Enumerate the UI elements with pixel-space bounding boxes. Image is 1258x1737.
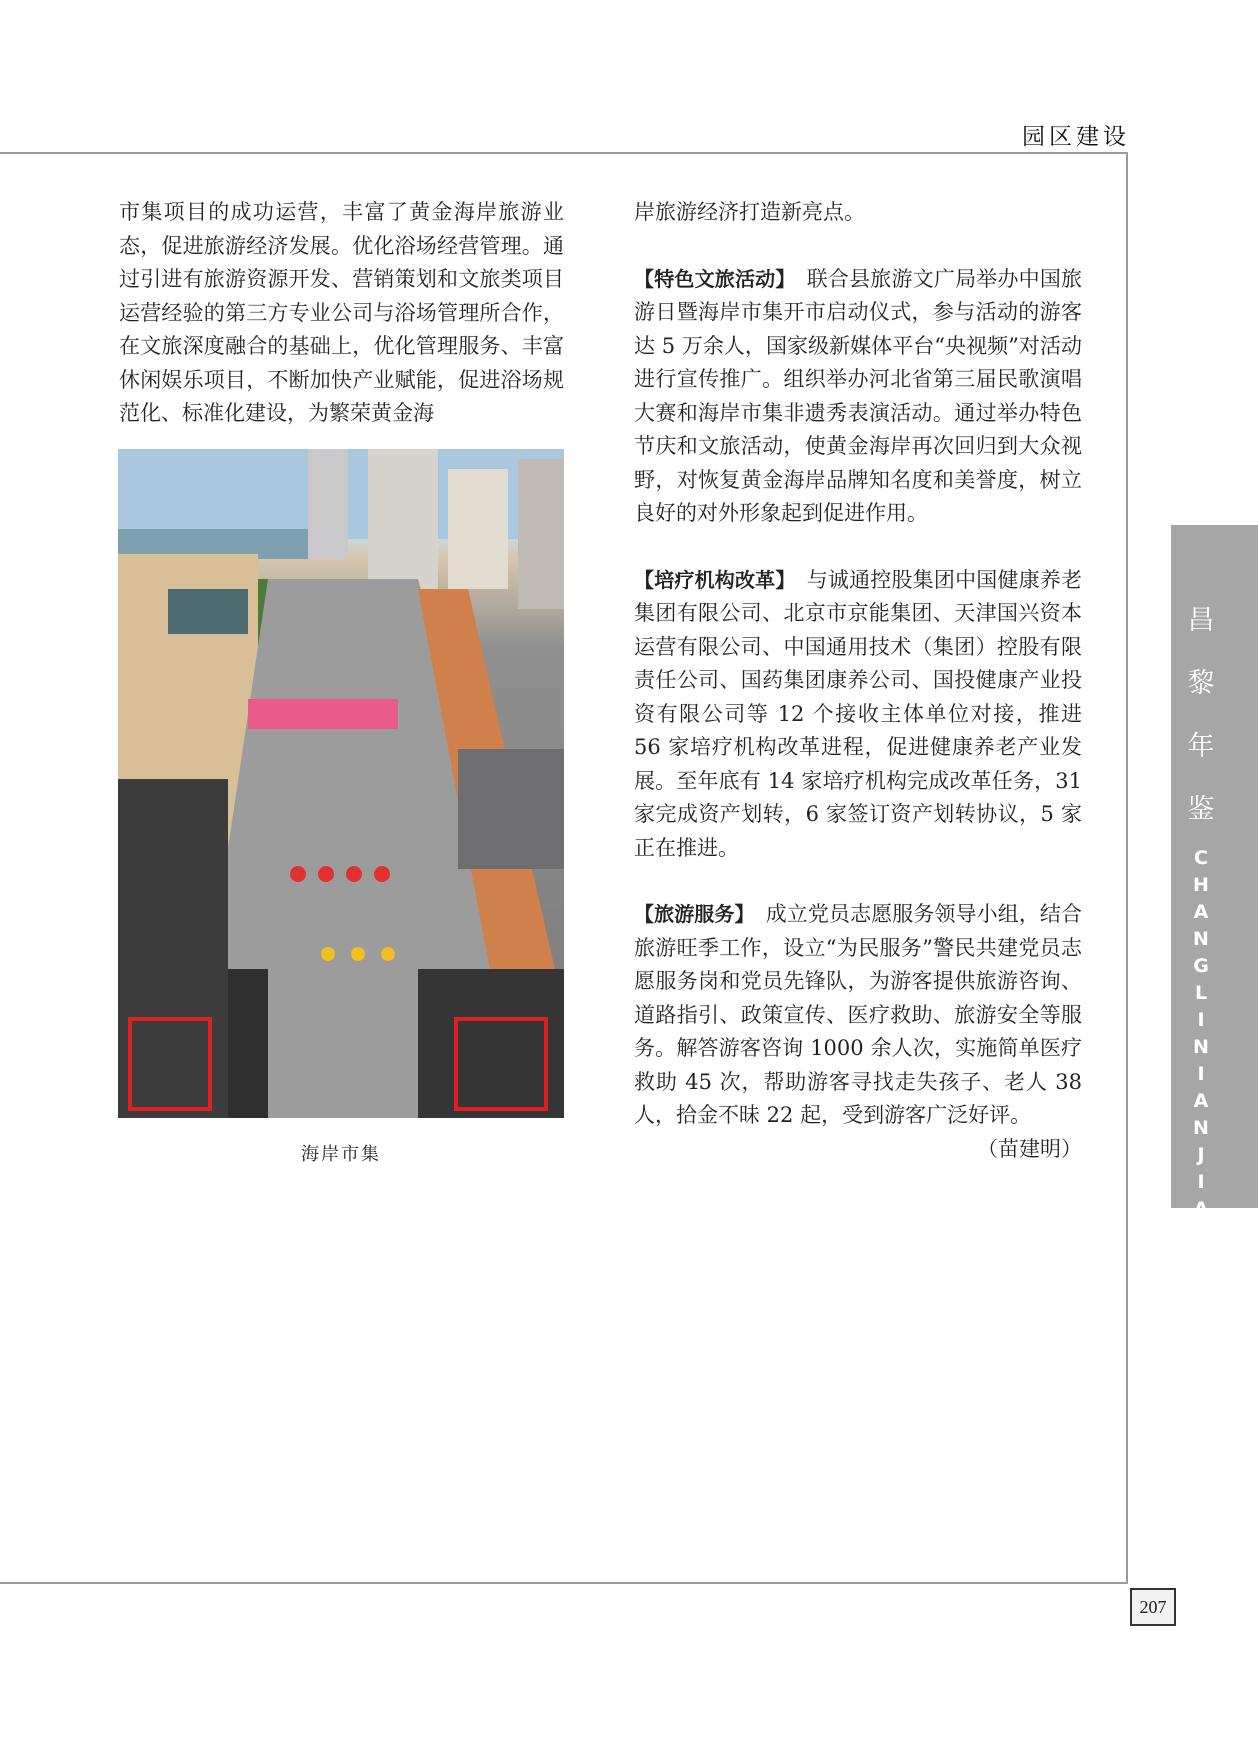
side-tab-pinyin (1171, 845, 1231, 1250)
text-tourism-service: 成立党员志愿服务领导小组，结合旅游旺季工作，设立“为民服务”警民共建党员志愿服务岗和党员先锋队，为游客提供旅游咨询、道路指引、政策宣传、医疗救助、旅游安全等服务。解答游客咨询 1000 余人次，实施简单医疗救助 45 次，帮助游客寻找走失孩子、老人 38 人，拾金不昧 22 起，受到游客广泛好评。 (634, 902, 1083, 1127)
section-tourism-service (634, 898, 1082, 1133)
side-letter: N (1193, 928, 1209, 950)
text-cultural-tourism: 联合县旅游文广局举办中国旅游日暨海岸市集开市启动仪式，参与活动的游客达 5 万余人，国家级新媒体平台“央视频”对活动进行宣传推广。组织举办河北省第三届民歌演唱大赛和海岸市集非遗秀表演活动。通过举办特色节庆和文旅活动，使黄金海岸再次回归到大众视野，对恢复黄金海岸品牌知名度和美誉度，树立良好的对外形象起到促进作用。 (634, 266, 1083, 525)
side-letter: A (1193, 1198, 1209, 1220)
side-char: 鉴 (1187, 794, 1215, 825)
heading-sanatorium-reform: 【培疗机构改革】 (634, 567, 786, 592)
section-title: 园区建设 (1022, 124, 1130, 150)
coastal-market-photo (118, 449, 564, 1118)
text-sanatorium-reform: 与诚通控股集团中国健康养老集团有限公司、北京市京能集团、天津国兴资本运营有限公司、中国通用技术（集团）控股有限责任公司、国药集团康养公司、国投健康产业投资有限公司等 12 个接收主体单位对接，推进 56 家培疗机构改革进程，促进健康养老产业发展。至年底有 14 家培疗机构完成改革任务，31 家完成资产划转，6 家签订资产划转协议，5 家正在推进。 (634, 567, 1083, 860)
page-number: 207 (1130, 1588, 1176, 1626)
section-cultural-tourism (634, 263, 1082, 531)
side-letter: L (1194, 982, 1208, 1004)
frame-top-line (0, 152, 1128, 154)
side-char: 昌 (1187, 605, 1215, 636)
side-char: 年 (1187, 731, 1215, 762)
side-letter: I (1197, 1063, 1205, 1085)
right-column (634, 196, 1082, 1166)
frame-right-line (1126, 152, 1128, 1584)
side-letter: C (1194, 847, 1208, 869)
side-letter: A (1193, 1090, 1209, 1112)
side-char: 黎 (1187, 668, 1215, 699)
author-credit: （苗建明） (977, 1136, 1082, 1161)
yearbook-side-tab (1171, 525, 1258, 1247)
side-tab-chinese (1171, 589, 1231, 841)
heading-tourism-service: 【旅游服务】 (634, 902, 745, 926)
side-letter: N (1193, 1036, 1209, 1058)
photo-caption: 海岸市集 (301, 1144, 381, 1165)
left-column (119, 196, 564, 431)
side-letter: A (1193, 901, 1209, 923)
side-letter: N (1193, 1225, 1209, 1247)
side-letter: N (1193, 1117, 1209, 1139)
frame-bottom-line (0, 1582, 1128, 1584)
side-letter: I (1197, 1171, 1205, 1193)
side-letter: H (1193, 874, 1209, 896)
intro-line: 岸旅游经济打造新亮点。 (634, 200, 865, 224)
section-sanatorium-reform (634, 564, 1082, 866)
heading-cultural-tourism: 【特色文旅活动】 (634, 266, 786, 291)
side-letter: J (1197, 1144, 1205, 1166)
side-letter: I (1197, 1009, 1205, 1031)
left-paragraph: 市集项目的成功运营，丰富了黄金海岸旅游业态，促进旅游经济发展。优化浴场经营管理。通过引进有旅游资源开发、营销策划和文旅类项目运营经验的第三方专业公司与浴场管理所合作，在文旅深度融合的基础上，优化管理服务、丰富休闲娱乐项目，不断加快产业赋能，促进浴场规范化、标准化建设，为繁荣黄金海 (119, 200, 564, 425)
side-letter: G (1193, 955, 1209, 977)
